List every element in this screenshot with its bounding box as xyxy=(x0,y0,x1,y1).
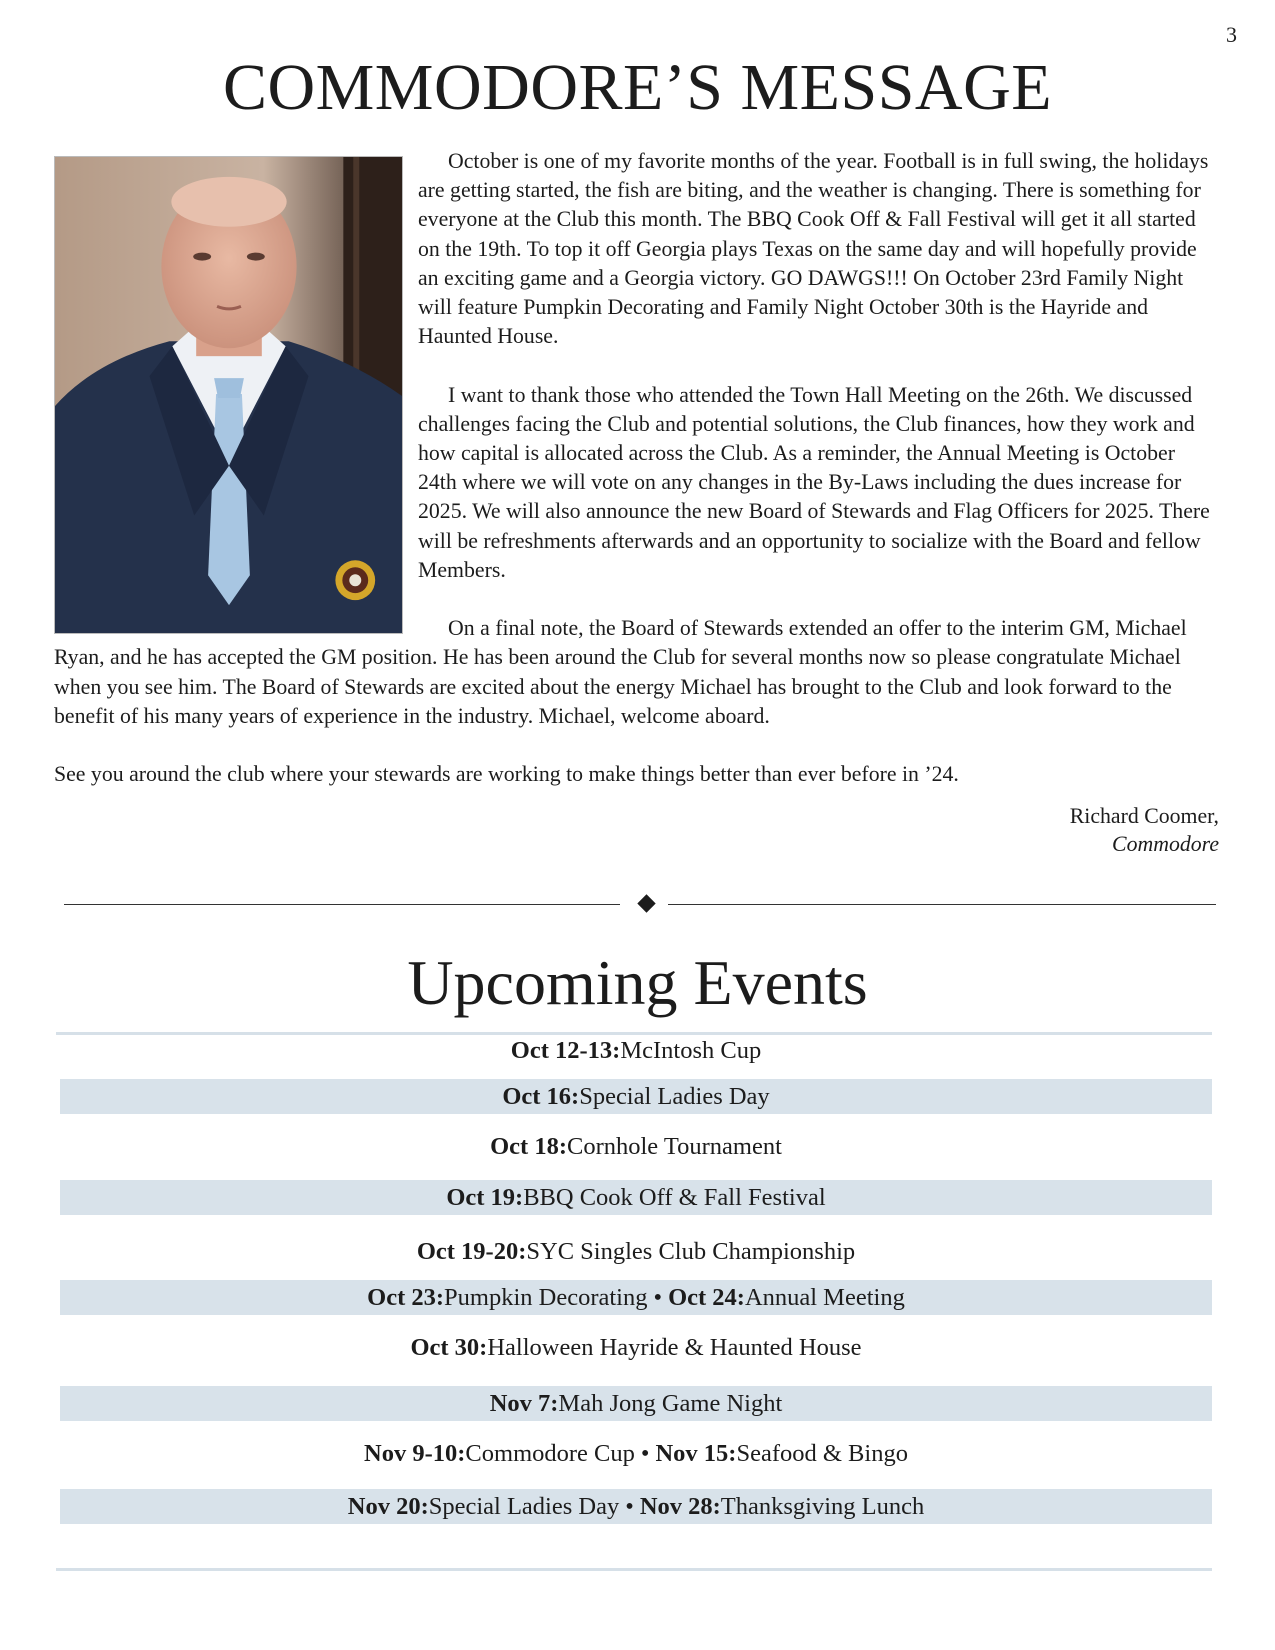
signature-role: Commodore xyxy=(1112,832,1219,856)
event-row xyxy=(60,1489,1212,1524)
event-title: Thanksgiving Lunch xyxy=(720,1492,925,1520)
event-row xyxy=(60,1128,1212,1166)
event-title: Mah Jong Game Night xyxy=(558,1389,783,1417)
event-date: Oct 16: xyxy=(502,1082,580,1110)
event-date: Nov 15: xyxy=(655,1439,737,1467)
events-bottom-rule xyxy=(56,1568,1212,1571)
event-title: Pumpkin Decorating xyxy=(444,1283,648,1311)
event-date: Oct 12-13: xyxy=(510,1037,621,1064)
event-date: Oct 24: xyxy=(668,1283,745,1311)
event-row xyxy=(60,1180,1212,1215)
event-title: Seafood & Bingo xyxy=(736,1439,908,1467)
event-date: Nov 20: xyxy=(347,1492,429,1520)
event-title: McIntosh Cup xyxy=(620,1037,762,1064)
event-date: Oct 19: xyxy=(446,1183,524,1211)
event-row xyxy=(60,1386,1212,1421)
bullet-separator: • xyxy=(653,1283,663,1311)
bullet-separator: • xyxy=(625,1492,634,1520)
divider-line-left xyxy=(64,904,620,905)
event-title: SYC Singles Club Championship xyxy=(526,1237,856,1265)
event-date: Oct 19-20: xyxy=(416,1237,527,1265)
event-date: Nov 9-10: xyxy=(364,1439,466,1467)
photo-float-spacer xyxy=(54,147,418,633)
message-paragraph-4: See you around the club where your stewards are working to make things better than ever before in ’24. xyxy=(54,762,959,787)
event-title: Special Ladies Day xyxy=(428,1492,620,1520)
events-heading: Upcoming Events xyxy=(407,947,868,1018)
signature xyxy=(1070,802,1219,858)
events-list xyxy=(60,1034,1212,1524)
divider-line-right xyxy=(668,904,1216,905)
event-date: Nov 7: xyxy=(489,1389,559,1417)
page-title: COMMODORE’S MESSAGE xyxy=(222,51,1053,124)
event-row xyxy=(60,1329,1212,1367)
event-title: Cornhole Tournament xyxy=(566,1133,782,1160)
event-title: Halloween Hayride & Haunted House xyxy=(487,1334,862,1361)
message-paragraph-1: October is one of my favorite months of the year. Football is in full swing, the holidays are getting started, the fish are biting, and the weather is changing. There is something for everyone at the Club this month. The BBQ Cook Off & Fall Festival will get it all started on the 19th. To top it off Georgia plays Texas on the same day and will hopefully provide an exciting game and a Georgia victory. GO DAWGS!!! On October 23rd Family Night will feature Pumpkin Decorating and Family Night October 30th is the Hayride and Haunted House. xyxy=(418,149,1209,349)
bullet-separator: • xyxy=(640,1439,650,1467)
diamond-ornament-icon xyxy=(637,894,655,912)
event-row xyxy=(60,1434,1212,1473)
event-title: Special Ladies Day xyxy=(579,1082,770,1110)
event-date: Oct 23: xyxy=(367,1283,445,1311)
event-row xyxy=(60,1232,1212,1271)
signature-name: Richard Coomer, xyxy=(1069,804,1219,828)
section-divider xyxy=(64,897,1216,911)
message-paragraph-3: On a final note, the Board of Stewards extended an offer to the interim GM, Michael Ryan, and he has accepted the GM position. He has been around the Club for several months now so please congratulate Michael when you see him. The Board of Stewards are excited about the energy Michael has brought to the Club and look forward to the benefit of his many years of experience in the industry. Michael, welcome aboard. xyxy=(54,616,1187,728)
commodore-message xyxy=(54,147,1214,819)
event-row xyxy=(60,1079,1212,1114)
event-title: BBQ Cook Off & Fall Festival xyxy=(523,1183,826,1211)
event-title: Annual Meeting xyxy=(744,1283,905,1311)
event-title: Commodore Cup xyxy=(465,1439,635,1467)
event-row xyxy=(60,1280,1212,1315)
event-row xyxy=(60,1034,1212,1068)
event-date: Nov 28: xyxy=(639,1492,721,1520)
message-paragraph-2: I want to thank those who attended the Town Hall Meeting on the 26th. We discussed challenges facing the Club and potential solutions, the Club finances, how they work and how capital is allocated across the Club. As a reminder, the Annual Meeting is October 24th where we will vote on any changes in the By-Laws including the dues increase for 2025. We will also announce the new Board of Stewards and Flag Officers for 2025. There will be refreshments afterwards and an opportunity to socialize with the Board and fellow Members. xyxy=(418,382,1210,582)
event-date: Oct 18: xyxy=(490,1133,567,1160)
event-date: Oct 30: xyxy=(410,1334,488,1361)
page-number: 3 xyxy=(1226,22,1237,47)
